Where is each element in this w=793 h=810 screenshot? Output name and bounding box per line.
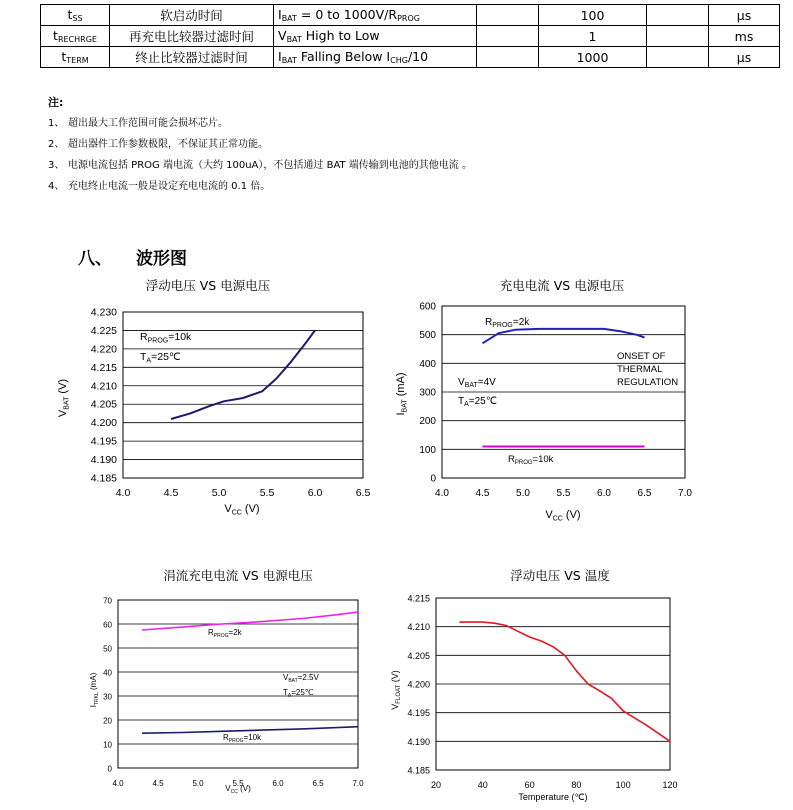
note-number: 1、 [48,118,65,129]
chart-annotation: $R_{PROG}=2k$ [208,628,242,639]
x-tick-label: 6.0 [307,487,323,499]
x-tick-label: 5.5 [232,779,244,788]
chart-annotation: REGULATION [617,377,679,388]
y-axis-label: $V_{BAT}$ (V) [57,378,71,418]
y-axis-label: $V_{FLOAT}$ (V) [390,670,402,710]
symbol-cell: $t_{TERM}$ [41,47,110,68]
chart-annotation: $R_{PROG}=10k$ [140,331,192,345]
y-tick-label: 4.205 [407,650,430,661]
series-line-1 [142,612,358,630]
chart-annotation: $V_{BAT}=2.5V$ [283,673,319,684]
y-tick-label: 400 [419,358,436,370]
x-tick-label: 6.5 [355,487,371,499]
x-axis-label: $V_{CC}$ (V) [545,509,581,523]
y-tick-label: 4.195 [407,708,430,719]
note-text: 超出最大工作范围可能会损坏芯片。 [68,118,228,129]
x-tick-label: 5.0 [192,779,204,788]
y-tick-label: 4.215 [407,593,430,604]
x-tick-label: 7.0 [352,779,364,788]
x-tick-label: 120 [662,780,678,790]
x-tick-label: 4.0 [115,487,131,499]
y-tick-label: 300 [419,387,436,399]
y-tick-label: 4.190 [407,736,430,747]
symbol-cell: $t_{SS}$ [41,5,110,26]
y-tick-label: 4.220 [90,343,117,356]
y-tick-label: 600 [419,301,436,313]
chart-title: 涓流充电电流 VS 电源电压 [163,568,313,583]
section-title: 波形图 [136,249,187,269]
y-tick-label: 4.200 [90,417,117,430]
y-tick-label: 0 [430,473,436,485]
chart-annotation: $V_{BAT}=4V$ [458,377,496,390]
x-tick-label: 5.5 [259,487,275,499]
x-tick-label: 5.5 [556,488,571,499]
note-number: 4、 [48,181,65,192]
y-tick-label: 200 [419,416,436,428]
y-tick-label: 4.210 [90,380,117,393]
y-tick-label: 10 [103,740,112,750]
x-tick-label: 4.5 [163,487,179,499]
x-tick-label: 6.5 [637,488,652,499]
note-text: 电源电流包括 PROG 端电流（大约 100uA），不包括通过 BAT 端传输到电池的其他电流 。 [68,160,472,171]
y-tick-label: 40 [103,668,112,678]
y-tick-label: 70 [103,596,112,606]
chart-annotation: $R_{PROG}=10k$ [223,733,262,744]
x-tick-label: 5.0 [211,487,227,499]
x-axis-label: $V_{CC}$ (V) [224,503,260,517]
y-tick-label: 4.185 [90,472,117,485]
x-tick-label: 100 [615,780,631,790]
x-tick-label: 6.0 [272,779,284,788]
chart-title: 浮动电压 VS 电源电压 [145,278,271,293]
y-axis-label: $I_{BAT}$ (mA) [395,372,409,416]
note-number: 3、 [48,160,65,171]
y-axis-label: $I_{TRKL}$ (mA) [89,672,100,708]
y-tick-label: 50 [103,644,112,654]
unit-cell: ms [709,26,780,47]
x-tick-label: 4.5 [475,488,490,499]
condition-cell: $I_{BAT} = 0$ to $1000V/R_{PROG}$ [274,5,477,26]
y-tick-label: 30 [103,692,112,702]
series-line-1 [483,329,645,343]
y-tick-label: 100 [419,444,436,456]
y-tick-label: 4.190 [90,454,117,467]
description-cell: 软启动时间 [110,5,274,26]
chart-annotation: ONSET OF [617,351,666,362]
x-tick-label: 5.0 [516,488,530,499]
x-tick-label: 4.0 [112,779,124,788]
x-tick-label: 7.0 [678,488,692,499]
series-line-1 [459,622,670,741]
y-tick-label: 0 [107,764,112,774]
y-tick-label: 4.205 [90,398,117,411]
x-tick-label: 40 [477,780,488,790]
chart-annotation: $R_{PROG}=2k$ [485,317,530,330]
y-tick-label: 4.185 [407,765,430,776]
x-tick-label: 80 [571,780,582,790]
unit-cell: μs [709,47,780,68]
chart-title: 浮动电压 VS 温度 [510,568,610,583]
chart-annotation: $R_{PROG}=10k$ [508,454,554,467]
x-tick-label: 20 [430,780,442,790]
y-tick-label: 4.195 [90,435,117,448]
symbol-cell: $t_{RECHRGE}$ [41,26,110,47]
y-tick-label: 4.210 [407,622,430,633]
chart-annotation: THERMAL [617,364,663,375]
condition-cell: $V_{BAT}$ High to Low [274,26,477,47]
x-axis-label: $V_{CC}$ (V) [225,784,251,795]
note-text: 充电终止电流一般是设定充电电流的 0.1 倍。 [68,181,271,192]
y-tick-label: 4.215 [90,361,117,374]
x-tick-label: 6.5 [312,779,324,788]
chart-annotation: $T_A=25℃$ [283,688,314,699]
condition-cell: $I_{BAT}$ Falling Below $I_{CHG}/10$ [274,47,477,68]
x-tick-label: 6.0 [597,488,611,499]
x-axis-label: Temperature (℃) [518,792,588,802]
note-text: 超出器件工作参数极限，不保证其正常功能。 [68,139,268,150]
x-tick-label: 60 [524,780,535,790]
description-cell: 终止比较器过滤时间 [110,47,274,68]
typ-cell: 1 [539,26,647,47]
x-tick-label: 4.0 [435,488,449,499]
typ-cell: 100 [539,5,647,26]
section-number: 八、 [78,249,112,269]
chart-annotation: $T_A=25℃$ [140,351,181,365]
chart-title: 充电电流 VS 电源电压 [499,278,625,293]
notes-title: 注: [48,96,64,109]
note-number: 2、 [48,139,65,150]
y-tick-label: 20 [103,716,112,726]
y-tick-label: 60 [103,620,112,630]
y-tick-label: 4.225 [90,324,117,337]
description-cell: 再充电比较器过滤时间 [110,26,274,47]
typ-cell: 1000 [539,47,647,68]
chart-annotation: $T_A=25℃$ [458,396,497,409]
y-tick-label: 4.230 [90,306,117,319]
series-line-1 [171,330,315,419]
y-tick-label: 4.200 [407,679,430,690]
y-tick-label: 500 [419,330,436,342]
unit-cell: μs [709,5,780,26]
x-tick-label: 4.5 [152,779,164,788]
